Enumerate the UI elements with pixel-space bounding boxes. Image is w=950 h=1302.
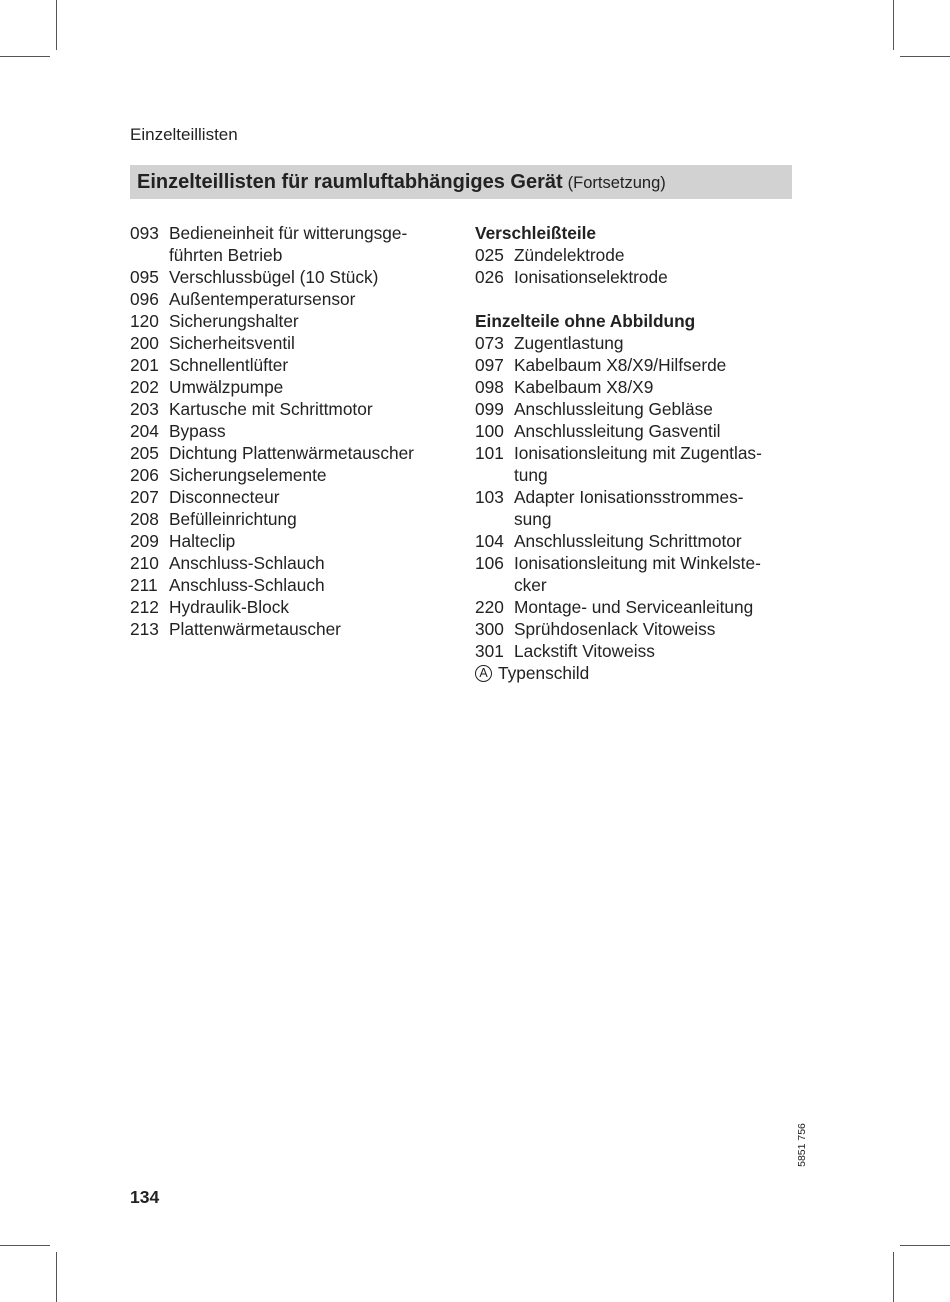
part-item — [130, 310, 450, 332]
part-description-line: Adapter Ionisationsstrommes- — [514, 487, 744, 507]
part-description — [169, 486, 450, 508]
part-item — [130, 442, 450, 464]
legend-item — [475, 662, 795, 684]
part-description — [169, 310, 450, 332]
part-number: 209 — [130, 531, 159, 551]
part-item — [130, 552, 450, 574]
part-description-line: Sicherheitsventil — [169, 333, 295, 353]
document-number: 5851 756 — [796, 1123, 808, 1167]
part-number: 206 — [130, 465, 159, 485]
page-number: 134 — [130, 1187, 160, 1207]
part-description — [169, 574, 450, 596]
part-description-line: Anschlussleitung Gasventil — [514, 421, 721, 441]
part-description — [514, 640, 795, 662]
wear-parts-list — [475, 244, 795, 288]
part-number: 106 — [475, 553, 504, 573]
part-number: 207 — [130, 487, 159, 507]
part-item — [130, 420, 450, 442]
part-item — [475, 486, 795, 530]
part-number: 096 — [130, 289, 159, 309]
part-description — [514, 618, 795, 640]
part-item — [130, 574, 450, 596]
part-item — [475, 332, 795, 354]
spacer — [475, 288, 795, 310]
part-description — [514, 266, 795, 288]
part-item — [130, 398, 450, 420]
page-title: Einzelteillisten für raumluftabhängiges Gerät — [137, 170, 563, 193]
crop-mark — [893, 0, 894, 50]
crop-mark — [893, 1252, 894, 1302]
part-description-line: Zündelektrode — [514, 245, 625, 265]
part-number: 098 — [475, 377, 504, 397]
part-description — [514, 398, 795, 420]
crop-mark — [56, 0, 57, 50]
part-description-line: Kabelbaum X8/X9 — [514, 377, 654, 397]
part-description-line: Sicherungselemente — [169, 465, 327, 485]
part-description-line: Umwälzpumpe — [169, 377, 284, 397]
part-number: 220 — [475, 597, 504, 617]
part-description — [169, 332, 450, 354]
part-item — [475, 354, 795, 376]
part-item — [130, 464, 450, 486]
part-description — [514, 244, 795, 266]
part-description-line: führten Betrieb — [169, 245, 283, 265]
part-description — [169, 530, 450, 552]
part-item — [130, 354, 450, 376]
part-number: 100 — [475, 421, 504, 441]
part-description — [169, 266, 450, 288]
part-number: 301 — [475, 641, 504, 661]
part-description-line: Lackstift Vitoweiss — [514, 641, 655, 661]
part-description-line: Anschluss-Schlauch — [169, 553, 325, 573]
part-item — [475, 552, 795, 596]
part-item — [475, 618, 795, 640]
right-parts-list — [475, 222, 795, 684]
part-description-line: Ionisationsleitung mit Zugentlas- — [514, 443, 762, 463]
part-description-line: tung — [514, 465, 548, 485]
part-number: 025 — [475, 245, 504, 265]
part-description-line: Bypass — [169, 421, 226, 441]
part-description — [169, 288, 450, 310]
part-number: 210 — [130, 553, 159, 573]
part-description-line: Plattenwärmetauscher — [169, 619, 341, 639]
part-item — [130, 596, 450, 618]
part-description-line: Zugentlastung — [514, 333, 624, 353]
part-description-line: Kabelbaum X8/X9/Hilfserde — [514, 355, 727, 375]
part-item — [130, 288, 450, 310]
part-number: 097 — [475, 355, 504, 375]
part-description — [514, 376, 795, 398]
part-description-line: Anschlussleitung Gebläse — [514, 399, 713, 419]
part-number: 201 — [130, 355, 159, 375]
part-item — [475, 420, 795, 442]
crop-mark — [0, 56, 50, 57]
part-item — [475, 442, 795, 486]
part-item — [475, 398, 795, 420]
part-description — [169, 376, 450, 398]
title-bar — [130, 165, 792, 199]
part-item — [130, 530, 450, 552]
part-item — [130, 618, 450, 640]
part-description — [169, 464, 450, 486]
part-description — [169, 508, 450, 530]
part-number: 093 — [130, 223, 159, 243]
part-description-line: Kartusche mit Schrittmotor — [169, 399, 373, 419]
part-description-line: Bedieneinheit für witterungsge- — [169, 223, 408, 243]
part-description — [514, 442, 795, 486]
part-description-line: Ionisationsleitung mit Winkelste- — [514, 553, 761, 573]
part-item — [475, 266, 795, 288]
part-number: 120 — [130, 311, 159, 331]
part-description — [514, 332, 795, 354]
part-description — [169, 420, 450, 442]
part-number: 104 — [475, 531, 504, 551]
part-description — [514, 552, 795, 596]
part-description — [169, 222, 450, 266]
circled-letter-marker: A — [475, 665, 492, 682]
part-description-line: cker — [514, 575, 547, 595]
part-number: 212 — [130, 597, 159, 617]
part-description — [514, 420, 795, 442]
part-description — [169, 398, 450, 420]
part-number: 208 — [130, 509, 159, 529]
wear-parts-heading: Verschleißteile — [475, 223, 597, 243]
part-description-line: Anschluss-Schlauch — [169, 575, 325, 595]
part-item — [130, 486, 450, 508]
unillustrated-parts-heading: Einzelteile ohne Abbildung — [475, 311, 696, 331]
crop-mark — [900, 1245, 950, 1246]
page-title-suffix: (Fortsetzung) — [567, 173, 666, 192]
part-number: 213 — [130, 619, 159, 639]
part-number: 211 — [130, 575, 158, 595]
part-description-line: Sicherungshalter — [169, 311, 299, 331]
part-item — [130, 332, 450, 354]
part-description — [514, 596, 795, 618]
part-description-line: Verschlussbügel (10 Stück) — [169, 267, 379, 287]
part-item — [475, 640, 795, 662]
part-description-line: Halteclip — [169, 531, 236, 551]
part-number: 026 — [475, 267, 504, 287]
left-parts-list — [130, 222, 450, 640]
part-number: 200 — [130, 333, 159, 353]
part-description — [169, 596, 450, 618]
part-description-line: sung — [514, 509, 552, 529]
part-description — [514, 354, 795, 376]
part-description — [169, 442, 450, 464]
part-number: 202 — [130, 377, 159, 397]
legend-label: Typenschild — [498, 663, 590, 683]
part-description-line: Hydraulik-Block — [169, 597, 290, 617]
part-item — [130, 376, 450, 398]
part-description — [169, 354, 450, 376]
part-item — [475, 244, 795, 266]
part-number: 103 — [475, 487, 504, 507]
part-description — [514, 486, 795, 530]
part-description — [169, 552, 450, 574]
part-description-line: Dichtung Plattenwärmetauscher — [169, 443, 414, 463]
crop-mark — [56, 1252, 57, 1302]
part-item — [130, 266, 450, 288]
part-number: 073 — [475, 333, 504, 353]
part-number: 205 — [130, 443, 159, 463]
part-item — [130, 508, 450, 530]
part-item — [475, 376, 795, 398]
part-description-line: Anschlussleitung Schrittmotor — [514, 531, 742, 551]
part-description-line: Schnellentlüfter — [169, 355, 289, 375]
part-number: 101 — [475, 443, 504, 463]
part-number: 204 — [130, 421, 159, 441]
part-description-line: Ionisationselektrode — [514, 267, 668, 287]
part-number: 099 — [475, 399, 504, 419]
section-label: Einzelteillisten — [130, 125, 238, 144]
unillustrated-parts-list — [475, 332, 795, 662]
part-description-line: Sprühdosenlack Vitoweiss — [514, 619, 716, 639]
part-number: 300 — [475, 619, 504, 639]
part-description-line: Befülleinrichtung — [169, 509, 297, 529]
part-description — [514, 530, 795, 552]
part-description — [169, 618, 450, 640]
part-item — [130, 222, 450, 266]
part-number: 203 — [130, 399, 159, 419]
part-description-line: Außentemperatursensor — [169, 289, 356, 309]
part-item — [475, 530, 795, 552]
part-item — [475, 596, 795, 618]
crop-mark — [900, 56, 950, 57]
part-description-line: Disconnecteur — [169, 487, 280, 507]
crop-mark — [0, 1245, 50, 1246]
part-number: 095 — [130, 267, 159, 287]
part-description-line: Montage- und Serviceanleitung — [514, 597, 754, 617]
